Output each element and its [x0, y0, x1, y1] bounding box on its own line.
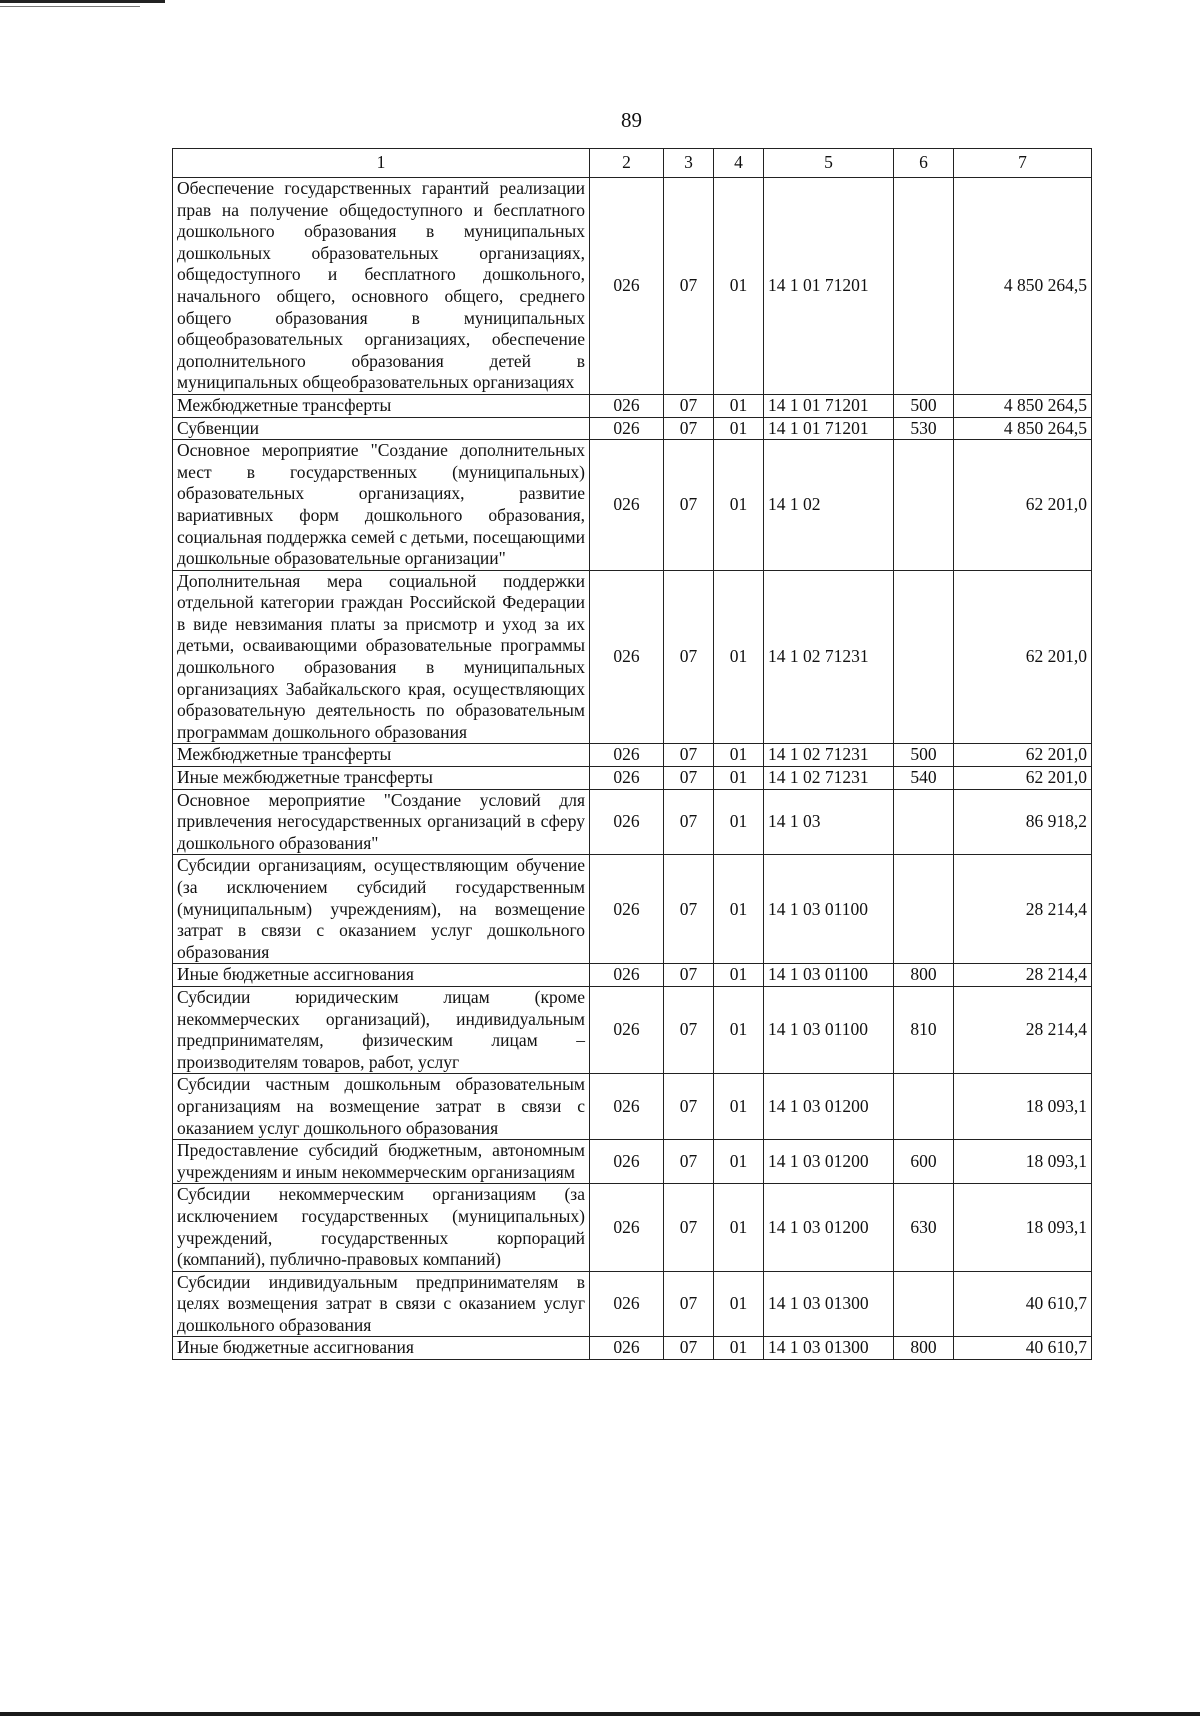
cell-subsection: 01 — [714, 1271, 764, 1337]
row-description: Межбюджетные трансферты — [173, 744, 590, 767]
budget-table — [172, 148, 1092, 1360]
column-header: 6 — [894, 149, 954, 178]
cell-section: 07 — [664, 1074, 714, 1140]
cell-amount: 4 850 264,5 — [954, 417, 1092, 440]
cell-amount: 18 093,1 — [954, 1140, 1092, 1184]
cell-section: 07 — [664, 964, 714, 987]
cell-section: 07 — [664, 744, 714, 767]
cell-target-article: 14 1 03 01300 — [764, 1337, 894, 1360]
table-row — [173, 986, 1092, 1073]
cell-expense-type: 810 — [894, 986, 954, 1073]
scan-edge-mark — [0, 1712, 1200, 1716]
table-row — [173, 789, 1092, 855]
cell-amount: 18 093,1 — [954, 1074, 1092, 1140]
table-row — [173, 767, 1092, 790]
row-description: Обеспечение государственных гарантий реализации прав на получение общедоступного и бесплатного дошкольного образования в муниципальных дошкольных образовательных организациях, общедоступного и бесплатного дошкольного, начального общего, основного общего, среднего общего образования в муниципальных общеобразовательных организациях, обеспечение дополнительного образования детей в муниципальных общеобразовательных организациях — [173, 178, 590, 395]
cell-expense-type — [894, 789, 954, 855]
cell-target-article: 14 1 02 71231 — [764, 767, 894, 790]
cell-admin-code: 026 — [590, 1271, 664, 1337]
cell-target-article: 14 1 02 — [764, 440, 894, 571]
cell-expense-type: 530 — [894, 417, 954, 440]
cell-amount: 62 201,0 — [954, 570, 1092, 744]
cell-subsection: 01 — [714, 417, 764, 440]
cell-admin-code: 026 — [590, 1140, 664, 1184]
cell-target-article: 14 1 01 71201 — [764, 178, 894, 395]
cell-expense-type: 540 — [894, 767, 954, 790]
cell-expense-type: 800 — [894, 1337, 954, 1360]
cell-target-article: 14 1 03 01200 — [764, 1074, 894, 1140]
cell-admin-code: 026 — [590, 744, 664, 767]
cell-subsection: 01 — [714, 394, 764, 417]
cell-amount: 62 201,0 — [954, 744, 1092, 767]
cell-admin-code: 026 — [590, 394, 664, 417]
cell-section: 07 — [664, 1140, 714, 1184]
cell-section: 07 — [664, 767, 714, 790]
cell-target-article: 14 1 03 01100 — [764, 964, 894, 987]
cell-section: 07 — [664, 1271, 714, 1337]
cell-subsection: 01 — [714, 986, 764, 1073]
cell-amount: 62 201,0 — [954, 767, 1092, 790]
row-description: Межбюджетные трансферты — [173, 394, 590, 417]
cell-expense-type — [894, 855, 954, 964]
table-row — [173, 1184, 1092, 1271]
table-row — [173, 855, 1092, 964]
cell-target-article: 14 1 03 01200 — [764, 1184, 894, 1271]
row-description: Иные бюджетные ассигнования — [173, 1337, 590, 1360]
cell-target-article: 14 1 01 71201 — [764, 394, 894, 417]
scan-edge-mark — [0, 6, 140, 7]
cell-admin-code: 026 — [590, 986, 664, 1073]
cell-admin-code: 026 — [590, 1337, 664, 1360]
row-description: Субсидии некоммерческим организациям (за исключением государственных (муниципальных) учреждений, государственных корпораций (компаний), публично-правовых компаний) — [173, 1184, 590, 1271]
cell-expense-type: 600 — [894, 1140, 954, 1184]
cell-admin-code: 026 — [590, 178, 664, 395]
cell-target-article: 14 1 02 71231 — [764, 744, 894, 767]
cell-expense-type: 630 — [894, 1184, 954, 1271]
table-row — [173, 964, 1092, 987]
table-row — [173, 178, 1092, 395]
cell-section: 07 — [664, 986, 714, 1073]
cell-subsection: 01 — [714, 1184, 764, 1271]
cell-subsection: 01 — [714, 178, 764, 395]
cell-admin-code: 026 — [590, 855, 664, 964]
table-row — [173, 744, 1092, 767]
cell-amount: 4 850 264,5 — [954, 394, 1092, 417]
column-header: 5 — [764, 149, 894, 178]
cell-expense-type — [894, 178, 954, 395]
column-header: 2 — [590, 149, 664, 178]
cell-admin-code: 026 — [590, 964, 664, 987]
column-header: 4 — [714, 149, 764, 178]
table-row — [173, 417, 1092, 440]
cell-expense-type: 800 — [894, 964, 954, 987]
cell-section: 07 — [664, 1184, 714, 1271]
table-row — [173, 1074, 1092, 1140]
cell-section: 07 — [664, 417, 714, 440]
cell-expense-type — [894, 1271, 954, 1337]
table-header-row — [173, 149, 1092, 178]
cell-admin-code: 026 — [590, 570, 664, 744]
cell-subsection: 01 — [714, 1074, 764, 1140]
cell-target-article: 14 1 03 01300 — [764, 1271, 894, 1337]
row-description: Субсидии организациям, осуществляющим обучение (за исключением субсидий государственным (муниципальным) учреждениям), на возмещение затрат в связи с оказанием услуг дошкольного образования — [173, 855, 590, 964]
table-row — [173, 1140, 1092, 1184]
row-description: Предоставление субсидий бюджетным, автономным учреждениям и иным некоммерческим организациям — [173, 1140, 590, 1184]
cell-admin-code: 026 — [590, 1184, 664, 1271]
cell-admin-code: 026 — [590, 767, 664, 790]
column-header: 1 — [173, 149, 590, 178]
cell-expense-type: 500 — [894, 744, 954, 767]
cell-admin-code: 026 — [590, 1074, 664, 1140]
cell-amount: 28 214,4 — [954, 964, 1092, 987]
cell-section: 07 — [664, 789, 714, 855]
table-row — [173, 1271, 1092, 1337]
row-description: Иные межбюджетные трансферты — [173, 767, 590, 790]
cell-amount: 86 918,2 — [954, 789, 1092, 855]
cell-amount: 28 214,4 — [954, 855, 1092, 964]
column-header: 7 — [954, 149, 1092, 178]
cell-target-article: 14 1 01 71201 — [764, 417, 894, 440]
cell-target-article: 14 1 02 71231 — [764, 570, 894, 744]
row-description: Субвенции — [173, 417, 590, 440]
cell-admin-code: 026 — [590, 440, 664, 571]
cell-subsection: 01 — [714, 767, 764, 790]
table-row — [173, 440, 1092, 571]
table-row — [173, 394, 1092, 417]
cell-section: 07 — [664, 394, 714, 417]
cell-subsection: 01 — [714, 1337, 764, 1360]
row-description: Основное мероприятие "Создание условий для привлечения негосударственных организаций в сферу дошкольного образования" — [173, 789, 590, 855]
table-row — [173, 1337, 1092, 1360]
table-row — [173, 570, 1092, 744]
cell-target-article: 14 1 03 01200 — [764, 1140, 894, 1184]
cell-section: 07 — [664, 855, 714, 964]
column-header: 3 — [664, 149, 714, 178]
cell-target-article: 14 1 03 — [764, 789, 894, 855]
cell-section: 07 — [664, 1337, 714, 1360]
cell-expense-type: 500 — [894, 394, 954, 417]
cell-amount: 4 850 264,5 — [954, 178, 1092, 395]
cell-expense-type — [894, 1074, 954, 1140]
cell-subsection: 01 — [714, 855, 764, 964]
cell-section: 07 — [664, 178, 714, 395]
cell-amount: 18 093,1 — [954, 1184, 1092, 1271]
row-description: Субсидии юридическим лицам (кроме некоммерческих организаций), индивидуальным предпринимателям, физическим лицам – производителям товаров, работ, услуг — [173, 986, 590, 1073]
cell-target-article: 14 1 03 01100 — [764, 986, 894, 1073]
row-description: Основное мероприятие "Создание дополнительных мест в государственных (муниципальных) образовательных организациях, развитие вариативных форм дошкольного образования, социальная поддержка семей с детьми, посещающими дошкольные образовательные организации" — [173, 440, 590, 571]
cell-amount: 28 214,4 — [954, 986, 1092, 1073]
row-description: Субсидии индивидуальным предпринимателям в целях возмещения затрат в связи с оказанием услуг дошкольного образования — [173, 1271, 590, 1337]
page-number: 89 — [621, 108, 642, 132]
cell-section: 07 — [664, 570, 714, 744]
cell-expense-type — [894, 440, 954, 571]
cell-section: 07 — [664, 440, 714, 571]
cell-subsection: 01 — [714, 964, 764, 987]
cell-subsection: 01 — [714, 440, 764, 571]
row-description: Субсидии частным дошкольным образовательным организациям на возмещение затрат в связи с оказанием услуг дошкольного образования — [173, 1074, 590, 1140]
scan-edge-mark — [0, 0, 165, 3]
cell-admin-code: 026 — [590, 417, 664, 440]
cell-admin-code: 026 — [590, 789, 664, 855]
cell-subsection: 01 — [714, 789, 764, 855]
cell-subsection: 01 — [714, 1140, 764, 1184]
cell-amount: 40 610,7 — [954, 1337, 1092, 1360]
cell-amount: 40 610,7 — [954, 1271, 1092, 1337]
cell-target-article: 14 1 03 01100 — [764, 855, 894, 964]
cell-amount: 62 201,0 — [954, 440, 1092, 571]
cell-subsection: 01 — [714, 570, 764, 744]
row-description: Иные бюджетные ассигнования — [173, 964, 590, 987]
cell-expense-type — [894, 570, 954, 744]
row-description: Дополнительная мера социальной поддержки отдельной категории граждан Российской Федерации в виде невзимания платы за присмотр и уход за их детьми, осваивающими образовательные программы дошкольного образования в муниципальных организациях Забайкальского края, осуществляющих образовательную деятельность по образовательным программам дошкольного образования — [173, 570, 590, 744]
cell-subsection: 01 — [714, 744, 764, 767]
